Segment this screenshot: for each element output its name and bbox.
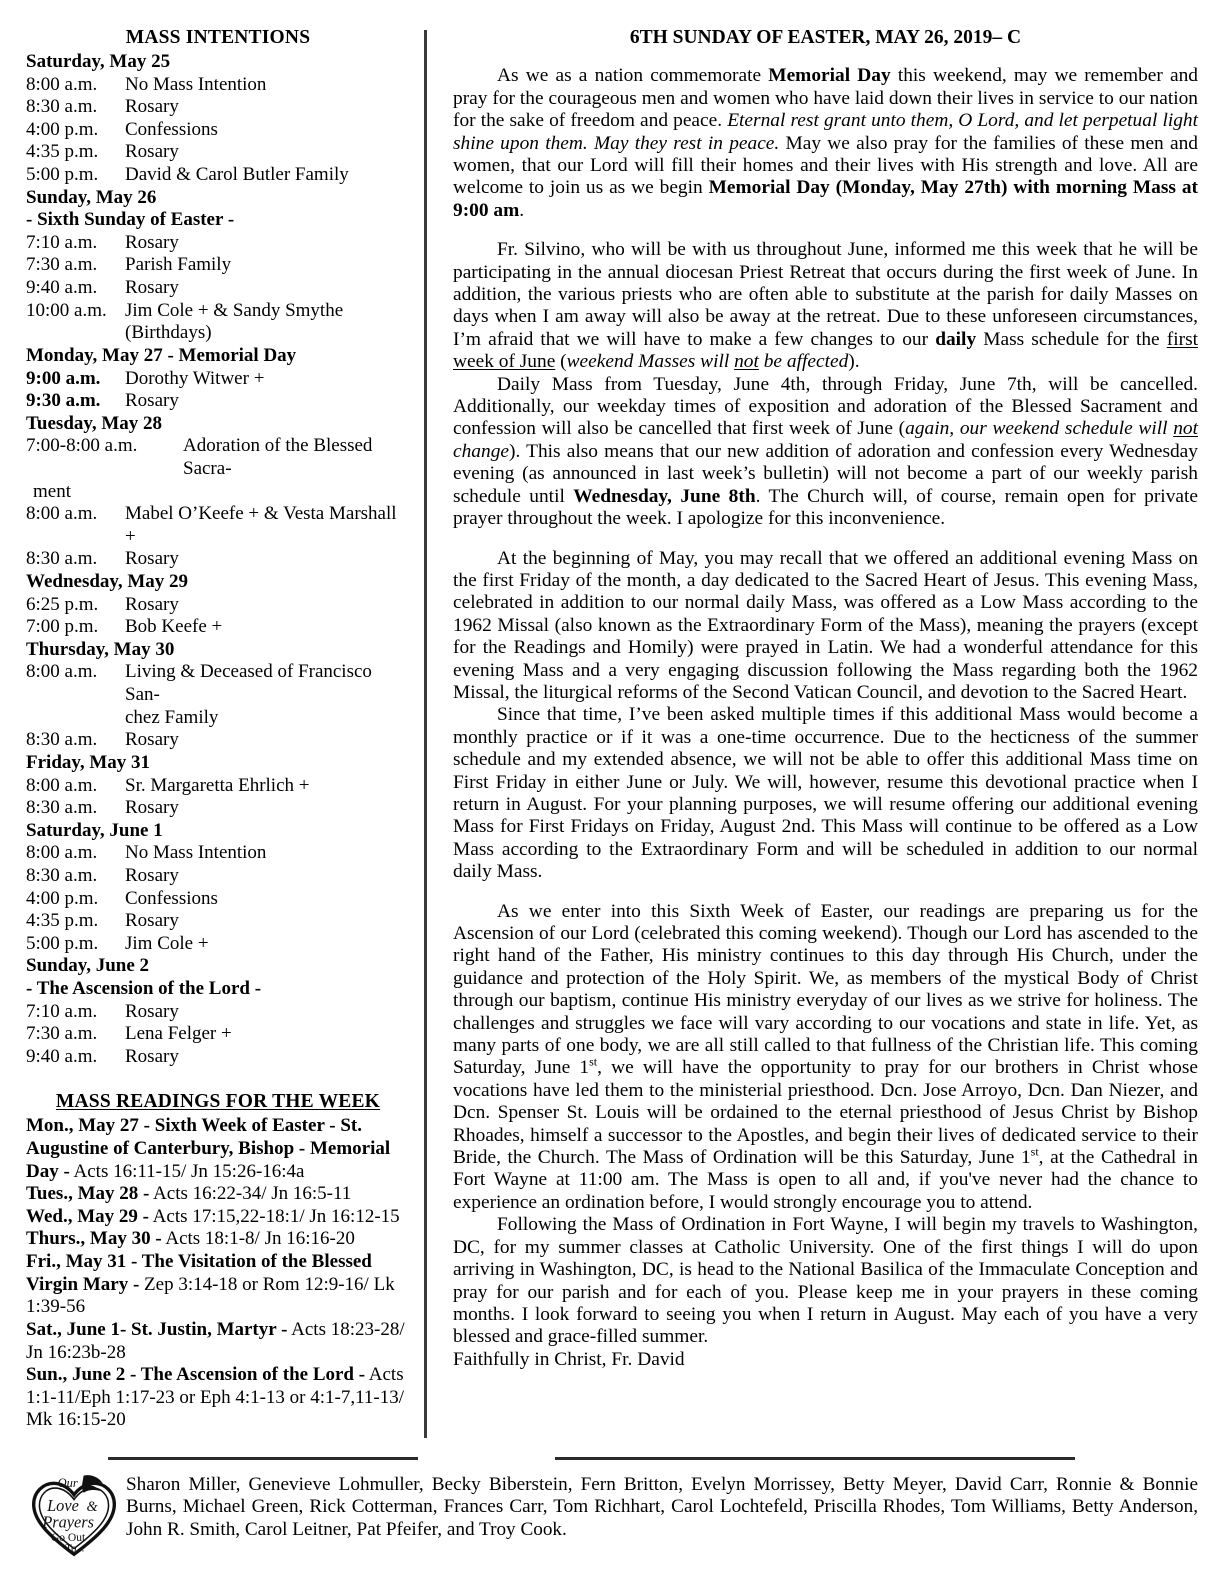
- mass-entry: [26, 503, 410, 548]
- footer: [26, 1457, 1198, 1562]
- mass-entry: [26, 119, 410, 142]
- reading-item: [26, 1228, 410, 1251]
- mass-entry-description: Rosary: [125, 390, 179, 412]
- mass-entry: [26, 797, 410, 820]
- reading-label: Sun., June 2 - The Ascension of the Lord -: [26, 1364, 366, 1386]
- mass-entry-description: Jim Cole +: [125, 932, 209, 954]
- mass-entry-description: Mabel O’Keefe + & Vesta Marshall +: [125, 503, 397, 547]
- mass-entry-time: 9:00 a.m.: [26, 367, 101, 389]
- footer-body: [26, 1472, 1198, 1562]
- mass-entry-description: Rosary: [125, 96, 179, 118]
- mass-entry-description: Dorothy Witwer +: [125, 367, 265, 389]
- mass-day-heading: Friday, May 31: [26, 751, 151, 773]
- logo-text-go-out: Go Out: [50, 1531, 86, 1544]
- p6-text-c: , at the Cathedral in Fort Wayne at 11:00 am. The Mass is open to all and, if you've never had the chance to experience an ordination before, I would strongly encourage you to attend.: [453, 1147, 1198, 1213]
- logo-text-to: To...: [65, 1543, 85, 1555]
- mass-entry-time: 9:30 a.m.: [26, 390, 101, 412]
- mass-entry: [26, 300, 410, 323]
- mass-entry-time: 8:00 a.m.: [26, 842, 98, 864]
- p2-underline-first-week: first week of June: [453, 328, 1199, 373]
- mass-entry-description: Confessions: [125, 118, 218, 140]
- reading-label: Thurs., May 30 -: [26, 1228, 162, 1250]
- mass-entry-time: 8:30 a.m.: [26, 864, 98, 886]
- mass-entry: [26, 74, 410, 97]
- paragraph-since-that-time: Since that time, I’ve been asked multiple times if this additional Mass would become a monthly practice or if it was a one-time occurrence. Due to the hecticness of the summer schedule and my extended absence, we will not be able to offer this additional Mass time on First Friday in either June or July. We will, however, resume this devotional practice when I return in August. For your planning purposes, we will resume offering our additional evening Mass for First Fridays on Friday, August 2nd. This Mass will continue to be offered as a Low Mass according to the Extraordinary Form and will be scheduled in addition to our normal daily Mass.: [453, 704, 1198, 883]
- mass-day-heading: Sunday, June 2: [26, 955, 150, 977]
- mass-entry: [26, 865, 410, 888]
- signoff-line: Faithfully in Christ, Fr. David: [453, 1348, 685, 1370]
- mass-entry: [26, 96, 410, 119]
- mass-day-heading: Monday, May 27 - Memorial Day: [26, 344, 297, 366]
- footer-rule-left: [108, 1457, 418, 1460]
- mass-entry: [26, 390, 410, 413]
- reading-citation: Acts 16:11-15/ Jn 15:26-16:4a: [69, 1160, 305, 1182]
- right-column: [427, 26, 1198, 1371]
- mass-day-heading: Tuesday, May 28: [26, 412, 163, 434]
- paragraph-memorial-day: [453, 65, 1198, 222]
- mass-entry: [26, 277, 410, 300]
- mass-entry: [26, 910, 410, 933]
- mass-day-heading: Saturday, June 1: [26, 819, 163, 841]
- mass-entry-time: 7:10 a.m.: [26, 231, 98, 253]
- mass-entry-time: 9:40 a.m.: [26, 277, 98, 299]
- mass-entry-time: 8:00 a.m.: [26, 503, 98, 525]
- mass-entry: [26, 775, 410, 798]
- mass-entry: [26, 368, 410, 391]
- paragraph-fr-silvino: [453, 239, 1198, 373]
- mass-entry-description: Rosary: [125, 1045, 179, 1067]
- mass-day-heading: Wednesday, May 29: [26, 571, 189, 593]
- p2-italic-weekend-b: be affected: [758, 351, 849, 373]
- mass-entry-description: Rosary: [125, 141, 179, 163]
- mass-entry: [26, 933, 410, 956]
- mass-entry: [26, 1023, 410, 1046]
- p3-text-a: Daily Mass from Tuesday, June 4th, through Friday, June 7th, will be cancelled. Additionally, our weekday times of exposition and adoration of the Blessed Sacrament and confession will also be cancelled that first week of June (: [453, 373, 1198, 440]
- mass-entry: [26, 888, 410, 911]
- p1-text-a: As we as a nation commemorate: [497, 65, 769, 87]
- mass-entry-time: 8:30 a.m.: [26, 797, 98, 819]
- mass-entry-description: chez Family: [125, 706, 219, 728]
- mass-entry: [26, 232, 410, 255]
- mass-entry: [26, 548, 410, 571]
- mass-entry-time: 5:00 p.m.: [26, 932, 99, 954]
- reading-citation: Acts 17:15,22-18:1/ Jn 16:12-15: [148, 1205, 400, 1227]
- paragraph-gap: [453, 884, 1198, 901]
- mass-entry-description: Sr. Margaretta Ehrlich +: [125, 774, 310, 796]
- reading-item: [26, 1364, 410, 1432]
- p2-italic-underline-not: not: [734, 351, 759, 373]
- mass-entry: [26, 842, 410, 865]
- logo-text-amp: &: [86, 1499, 98, 1516]
- mass-day-heading: Saturday, May 25: [26, 51, 171, 72]
- mass-entry-time: 7:10 a.m.: [26, 1000, 98, 1022]
- reading-citation: Acts 18:23-28/ Jn 16:23b-28: [26, 1318, 405, 1363]
- mass-entry-description: Rosary: [125, 593, 179, 615]
- mass-entry: [26, 481, 410, 504]
- mass-entry-description: David & Carol Butler Family: [125, 164, 349, 186]
- mass-entry-description: Jim Cole + & Sandy Smythe: [125, 299, 344, 321]
- p3-text-b: ). This also means that our new addition of adoration and confession every Wednesday evening (as announced in last week’s bulletin) will not become a part of our weekly parish schedule until: [453, 440, 1198, 507]
- paragraph-gap: [453, 222, 1198, 239]
- mass-entry-description: No Mass Intention: [125, 73, 267, 95]
- p3-bold-wednesday: Wednesday, June 8th: [573, 485, 756, 507]
- p6-text-b: , we will have the opportunity to pray for our brothers in Christ whose vocations have led them to the ministerial priesthood. Dcn. Jose Arroyo, Dcn. Dan Niezer, and Dcn. Spenser St. Louis will be ordained to the eternal priesthood of Jesus Christ by Bishop Rhoades, himself a successor to the Apostles, and begin their lives of dedicated service to their Bride, the Church. The Mass of Ordination will be this Saturday, June 1: [453, 1057, 1198, 1169]
- mass-entry: [26, 729, 410, 752]
- p1-bold-begin: Memorial Day (Monday, May 27th) with morning Mass at 9:00 am: [453, 177, 1198, 221]
- reading-citation: Acts 1:1-11/Eph 1:17-23 or Eph 4:1-13 or 4:1-7,11-13/ Mk 16:15-20: [26, 1364, 405, 1431]
- mass-entry: [26, 322, 410, 345]
- p2-text-c: (: [555, 351, 567, 373]
- logo-text-love: Love: [47, 1496, 79, 1516]
- reading-label: Wed., May 29 -: [26, 1205, 149, 1227]
- mass-entry-time: 7:00-8:00 a.m.: [26, 435, 138, 457]
- mass-entry-description: No Mass Intention: [125, 842, 267, 864]
- mass-entry: [26, 616, 410, 639]
- reading-label: Tues., May 28 -: [26, 1183, 150, 1205]
- mass-entry-time: 8:00 a.m.: [26, 661, 98, 683]
- p3-italic-again-b: change: [453, 440, 509, 462]
- reading-item: [26, 1183, 410, 1206]
- mass-entry-description: Rosary: [125, 1000, 179, 1022]
- p2-bold-daily: daily: [935, 328, 977, 350]
- heart-dove-icon: [26, 1466, 122, 1562]
- mass-entry-time: 5:00 p.m.: [26, 164, 99, 186]
- paragraph-sixth-week-ordination: [453, 901, 1198, 1215]
- p1-text-c: this weekend, may we remember and pray for the courageous men and women who have laid down their lives in service to our nation for the sake of freedom and peace.: [453, 65, 1198, 132]
- mass-entry-time: 7:00 p.m.: [26, 616, 99, 638]
- paragraph-travels-washington: Following the Mass of Ordination in Fort Wayne, I will begin my travels to Washington, DC, for my summer classes at Catholic University. One of the first things I will do upon arriving in Washington, DC, is head to the National Basilica of the Immaculate Conception and pray for our parish and for each of you. Please keep me in your prayers in these coming months. I look forward to seeing you when I return in August. May each of you have a very blessed and grace-filled summer.: [453, 1214, 1198, 1348]
- mass-day-heading: Thursday, May 30: [26, 638, 175, 660]
- mass-entry-time: 7:30 a.m.: [26, 254, 98, 276]
- love-and-prayers-logo: [26, 1466, 122, 1562]
- mass-readings-heading: MASS READINGS FOR THE WEEK: [55, 1091, 381, 1113]
- left-column: [26, 26, 424, 1432]
- p1-text-e: .: [519, 199, 525, 221]
- mass-entry: [26, 707, 410, 730]
- mass-entry-time: 8:30 a.m.: [26, 96, 98, 118]
- reading-citation: Zep 3:14-18 or Rom 12:9-16/ Lk 1:39-56: [26, 1273, 395, 1318]
- page-title: 6TH SUNDAY OF EASTER, MAY 26, 2019– C: [629, 27, 1022, 48]
- mass-entry: [26, 141, 410, 164]
- p2-text-d: ).: [848, 351, 860, 373]
- mass-entry-description: Rosary: [125, 231, 179, 253]
- reading-item: [26, 1319, 410, 1364]
- p3-text-c: . The Church will, of course, remain open for private prayer throughout the week. I apologize for this inconvenience.: [453, 485, 1198, 530]
- mass-entry-description: Rosary: [125, 277, 179, 299]
- mass-entry: [26, 1046, 410, 1069]
- two-column-layout: [26, 26, 1199, 1431]
- mass-entry-description: Adoration of the Blessed Sacra-: [183, 435, 373, 479]
- paragraph-daily-mass-cancelled: [453, 374, 1198, 531]
- mass-intentions-list: [26, 51, 410, 1068]
- logo-text-prayers: Prayers: [42, 1512, 94, 1532]
- p6-superscript-st-2: st: [1030, 1144, 1039, 1159]
- mass-entry: [26, 435, 410, 480]
- mass-entry-description: Living & Deceased of Francisco San-: [125, 661, 372, 706]
- mass-entry-description: Rosary: [125, 729, 179, 751]
- mass-intentions-heading: MASS INTENTIONS: [125, 27, 311, 48]
- p2-italic-weekend-a: weekend Masses will: [566, 351, 735, 373]
- reading-citation: Acts 16:22-34/ Jn 16:5-11: [149, 1183, 352, 1205]
- reading-item: [26, 1206, 410, 1229]
- mass-entry-time: 4:00 p.m.: [26, 118, 99, 140]
- mass-entry-time: 6:25 p.m.: [26, 593, 99, 615]
- mass-entry-description: Rosary: [125, 864, 179, 886]
- p2-text-a: Fr. Silvino, who will be with us throughout June, informed me this week that he will be participating in the annual diocesan Priest Retreat that occurs during the first week of June. In addition, the various priests who are often able to substitute at the parish for daily Masses on days when I am away will also be away at the retreat. Due to these unforeseen circumstances, I’m afraid that we will have to make a few changes to our: [453, 239, 1198, 350]
- mass-entry-description: (Birthdays): [125, 322, 212, 344]
- mass-entry-time: 8:30 a.m.: [26, 729, 98, 751]
- mass-entry: [26, 594, 410, 617]
- mass-entry-time: 10:00 a.m.: [26, 299, 107, 321]
- mass-entry: [26, 1001, 410, 1024]
- paragraph-first-friday-mass: At the beginning of May, you may recall that we offered an additional evening Mass on the first Friday of the month, a day dedicated to the Sacred Heart of Jesus. This evening Mass, celebrated in addition to our normal daily Mass, was offered as a Low Mass according to the 1962 Missal (also known as the Extraordinary Form of the Mass), meaning the prayers (except for the Readings and Homily) were prayed in Latin. We had a wonderful attendance for this evening Mass and a very engaging discussion following the Mass regarding both the 1962 Missal, the liturgical reforms of the Second Vatican Council, and devotion to the Sacred Heart.: [453, 547, 1198, 703]
- mass-entry-time: 8:30 a.m.: [26, 548, 98, 570]
- mass-entry-time: 7:30 a.m.: [26, 1023, 98, 1045]
- mass-entry-time: 4:35 p.m.: [26, 910, 99, 932]
- p1-bold-memorial-day: Memorial Day: [768, 65, 891, 87]
- mass-entry-description: Rosary: [125, 797, 179, 819]
- p6-text-a: As we enter into this Sixth Week of Easter, our readings are preparing us for the Ascension of our Lord (celebrated this coming weekend). Though our Lord has ascended to the right hand of the Father, His ministry continues to this day through His Church, under the guidance and protection of the Holy Spirit. We, as members of the mystical Body of Christ through our baptism, continue His ministry everyday of our lives as we strive for holiness. The challenges and struggles we face will vary according to our vocations and state in life. Yet, as many parts of one body, we are all still called to that fullness of the Christian life. This coming Saturday, June 1: [453, 900, 1198, 1079]
- mass-entry-description: Bob Keefe +: [125, 616, 223, 638]
- mass-readings-list: [26, 1115, 410, 1432]
- mass-entry-description: Rosary: [125, 548, 179, 570]
- reading-label: Sat., June 1- St. Justin, Martyr -: [26, 1318, 288, 1340]
- mass-entry-time: 4:35 p.m.: [26, 141, 99, 163]
- paragraph-gap: [453, 531, 1198, 548]
- footer-rules: [26, 1457, 1198, 1460]
- p2-text-b: Mass schedule for the: [976, 328, 1167, 350]
- prayer-names-list: Sharon Miller, Genevieve Lohmuller, Becky Biberstein, Fern Britton, Evelyn Morrissey, Betty Meyer, David Carr, Ronnie & Bonnie Burns, Michael Green, Rick Cotterman, Frances Carr, Tom Richhart, Carol Lochtefeld, Priscilla Rhodes, Tom Williams, Betty Anderson, John R. Smith, Carol Leitner, Pat Pfeifer, and Troy Cook.: [126, 1474, 1198, 1540]
- p1-text-d: May we also pray for the families of these men and women, that our Lord will fill their homes and their lives with His strength and love. All are welcome to join us as we begin: [453, 132, 1198, 199]
- reading-item: [26, 1115, 410, 1183]
- mass-entry: [26, 254, 410, 277]
- mass-entry-time: 4:00 p.m.: [26, 887, 99, 909]
- mass-day-subtitle: - Sixth Sunday of Easter -: [26, 209, 235, 231]
- p1-italic-prayer: Eternal rest grant unto them, O Lord, and let perpetual light shine upon them. May they rest in peace.: [453, 110, 1198, 154]
- mass-entry-time: 9:40 a.m.: [26, 1045, 98, 1067]
- reading-label: Fri., May 31 - The Visitation of the Blessed Virgin Mary -: [26, 1251, 372, 1295]
- p3-italic-underline-not: not: [1173, 418, 1198, 440]
- reading-label: Mon., May 27 - Sixth Week of Easter - St. Augustine of Canterbury, Bishop - Memorial Day -: [26, 1115, 391, 1182]
- footer-rule-right: [555, 1457, 1075, 1460]
- reading-item: [26, 1251, 410, 1319]
- mass-entry-description: ment: [33, 480, 71, 502]
- mass-day-subtitle: - The Ascension of the Lord -: [26, 977, 262, 999]
- mass-day-heading: Sunday, May 26: [26, 186, 157, 208]
- mass-entry-description: Parish Family: [125, 254, 232, 276]
- mass-entry-description: Lena Felger +: [125, 1023, 232, 1045]
- p6-superscript-st-1: st: [589, 1054, 598, 1069]
- mass-entry-description: Rosary: [125, 910, 179, 932]
- mass-entry: [26, 661, 410, 706]
- section-spacer: [26, 1068, 410, 1090]
- mass-entry-time: 8:00 a.m.: [26, 73, 98, 95]
- p3-italic-again-a: again, our weekend schedule will: [905, 418, 1174, 440]
- mass-entry-description: Confessions: [125, 887, 218, 909]
- logo-text-our: Our: [57, 1476, 78, 1491]
- mass-entry: [26, 164, 410, 187]
- mass-entry-time: 8:00 a.m.: [26, 774, 98, 796]
- reading-citation: Acts 18:1-8/ Jn 16:16-20: [161, 1228, 355, 1250]
